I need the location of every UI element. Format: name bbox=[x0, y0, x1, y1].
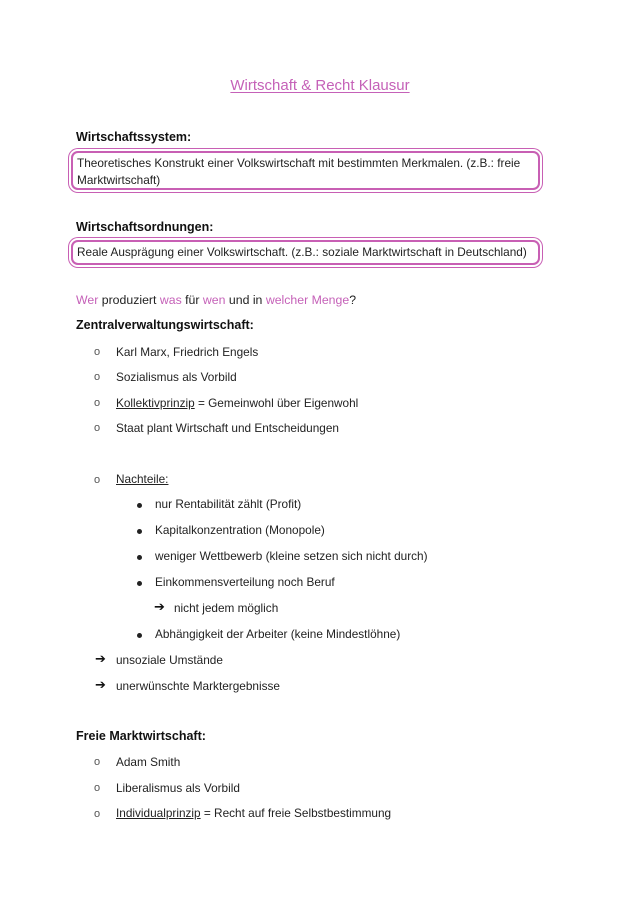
sub-list-item: nur Rentabilität zählt (Profit) bbox=[155, 497, 302, 511]
heading-freie-marktwirtschaft: Freie Marktwirtschaft: bbox=[76, 729, 206, 743]
arrow-right-icon: ➔ bbox=[95, 677, 106, 692]
list-item: Staat plant Wirtschaft und Entscheidungen bbox=[116, 421, 339, 435]
filled-bullet-icon bbox=[137, 633, 142, 638]
hollow-bullet-icon: o bbox=[94, 808, 101, 820]
heading-wirtschaftsordnungen: Wirtschaftsordnungen: bbox=[76, 220, 214, 234]
guiding-question bbox=[76, 293, 356, 307]
sub-list-item: Einkommensverteilung noch Beruf bbox=[155, 575, 335, 589]
list-item: Karl Marx, Friedrich Engels bbox=[116, 345, 259, 359]
hollow-bullet-icon: o bbox=[94, 422, 101, 434]
heading-zentralverwaltungswirtschaft: Zentralverwaltungswirtschaft: bbox=[76, 318, 254, 332]
heading-wirtschaftssystem: Wirtschaftssystem: bbox=[76, 130, 192, 144]
arrow-conclusion: unerwünschte Marktergebnisse bbox=[116, 679, 280, 693]
sub-arrow-item: nicht jedem möglich bbox=[174, 601, 279, 615]
definition-text-line: Theoretisches Konstrukt einer Volkswirtschaft mit bestimmten Merkmalen. (z.B.: freie bbox=[77, 156, 521, 170]
hollow-bullet-icon: o bbox=[94, 474, 101, 486]
page-title: Wirtschaft & Recht Klausur bbox=[230, 77, 410, 94]
term-kollektivprinzip: Kollektivprinzip bbox=[116, 396, 195, 410]
arrow-right-icon: ➔ bbox=[154, 599, 165, 614]
definition-text-line: Reale Ausprägung einer Volkswirtschaft. (z.B.: soziale Marktwirtschaft in Deutschland) bbox=[77, 245, 527, 259]
list-item-kollektivprinzip bbox=[116, 396, 358, 410]
question-text: für bbox=[181, 293, 203, 307]
filled-bullet-icon bbox=[137, 503, 142, 508]
question-text: ? bbox=[349, 293, 357, 307]
definition-text-line: Marktwirtschaft) bbox=[77, 173, 161, 187]
definition-box-wirtschaftssystem bbox=[71, 151, 540, 190]
sub-list-item: weniger Wettbewerb (kleine setzen sich nicht durch) bbox=[155, 549, 428, 563]
term-definition: = Gemeinwohl über Eigenwohl bbox=[194, 396, 359, 410]
filled-bullet-icon bbox=[137, 529, 142, 534]
question-word-was: was bbox=[159, 293, 182, 307]
hollow-bullet-icon: o bbox=[94, 371, 101, 383]
hollow-bullet-icon: o bbox=[94, 782, 101, 794]
hollow-bullet-icon: o bbox=[94, 756, 101, 768]
definition-box-wirtschaftsordnungen bbox=[71, 240, 540, 265]
hollow-bullet-icon: o bbox=[94, 397, 101, 409]
sub-list-item: Abhängigkeit der Arbeiter (keine Mindestlöhne) bbox=[155, 627, 401, 641]
question-word-menge: welcher Menge bbox=[265, 293, 350, 307]
nachteile-label: Nachteile: bbox=[116, 472, 169, 486]
list-item-individualprinzip bbox=[116, 806, 391, 820]
list-item: Liberalismus als Vorbild bbox=[116, 781, 240, 795]
term-individualprinzip: Individualprinzip bbox=[116, 806, 201, 820]
filled-bullet-icon bbox=[137, 555, 142, 560]
hollow-bullet-icon: o bbox=[94, 346, 101, 358]
question-text: produziert bbox=[98, 293, 160, 307]
list-item: Adam Smith bbox=[116, 755, 181, 769]
arrow-conclusion: unsoziale Umstände bbox=[116, 653, 223, 667]
arrow-right-icon: ➔ bbox=[95, 651, 106, 666]
sub-list-item: Kapitalkonzentration (Monopole) bbox=[155, 523, 325, 537]
filled-bullet-icon bbox=[137, 581, 142, 586]
question-word-wen: wen bbox=[202, 293, 226, 307]
question-text: und in bbox=[225, 293, 266, 307]
term-definition: = Recht auf freie Selbstbestimmung bbox=[200, 806, 392, 820]
list-item: Sozialismus als Vorbild bbox=[116, 370, 237, 384]
question-word-wer: Wer bbox=[76, 293, 99, 307]
